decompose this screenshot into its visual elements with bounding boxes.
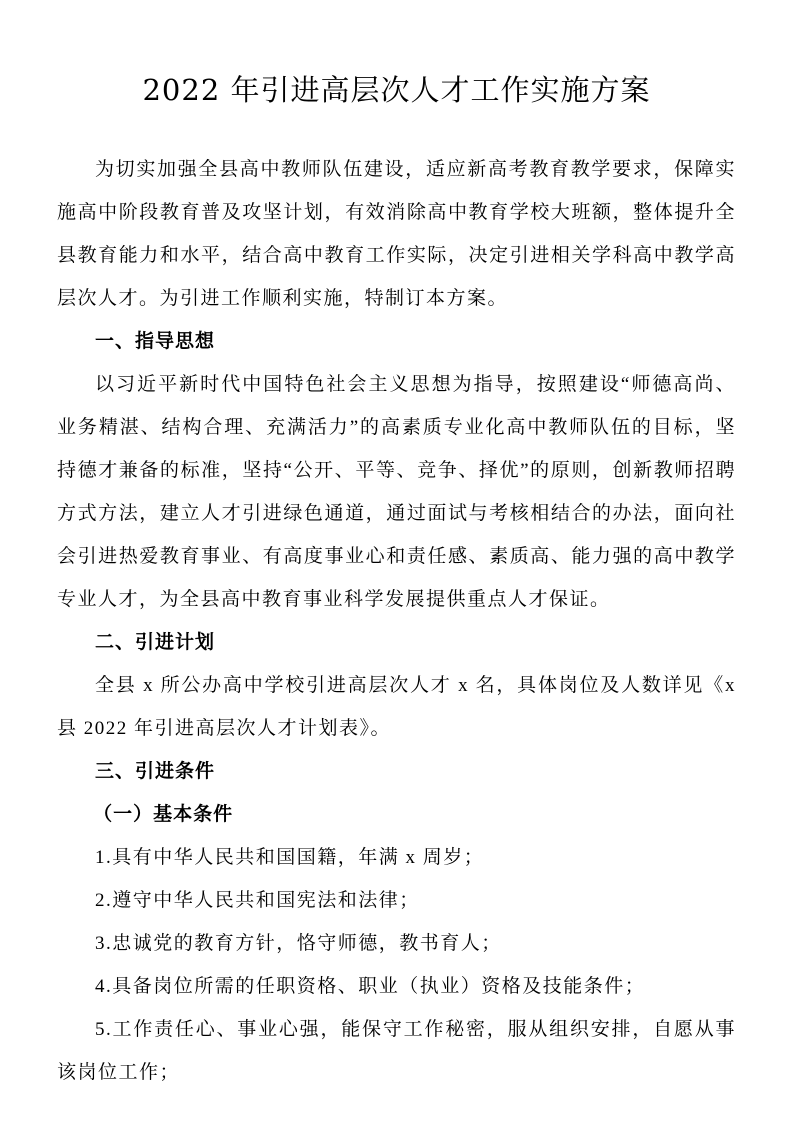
section-2-body: 全县 x 所公办高中学校引进高层次人才 x 名，具体岗位及人数详见《x县 2022 年引进高层次人才计划表》。 <box>57 675 736 739</box>
section-3-heading: 三、引进条件 <box>95 760 216 782</box>
basic-condition-item-3: 3.忠诚党的教育方针，恪守师德，教书育人； <box>95 933 502 954</box>
section-2-heading: 二、引进计划 <box>95 631 216 653</box>
basic-condition-item-4: 4.具备岗位所需的任职资格、职业（执业）资格及技能条件； <box>95 976 646 997</box>
section-1-body: 以习近平新时代中国特色社会主义思想为指导，按照建设“师德高尚、业务精湛、结构合理、充满活力”的高素质专业化高中教师队伍的目标，坚持德才兼备的标准，坚持“公开、平等、竞争、择优”的原则，创新教师招聘方式方法，建立人才引进绿色通道，通过面试与考核相结合的办法，面向社会引进热爱教育事业、有高度事业心和责任感、素质高、能力强的高中教学专业人才，为全县高中教育事业科学发展提供重点人才保证。 <box>57 374 736 610</box>
basic-condition-item-5: 5.工作责任心、事业心强，能保守工作秘密，服从组织安排，自愿从事该岗位工作； <box>57 1019 736 1083</box>
section-1-heading: 一、指导思想 <box>95 330 216 352</box>
section-3-subheading: （一）基本条件 <box>93 803 234 825</box>
document-title: 2022 年引进高层次人才工作实施方案 <box>142 73 651 107</box>
basic-condition-item-2: 2.遵守中华人民共和国宪法和法律； <box>95 890 420 911</box>
intro-paragraph: 为切实加强全县高中教师队伍建设，适应新高考教育教学要求，保障实施高中阶段教育普及攻坚计划，有效消除高中教育学校大班额，整体提升全县教育能力和水平，结合高中教育工作实际，决定引进相关学科高中教学高层次人才。为引进工作顺利实施，特制订本方案。 <box>57 159 736 309</box>
basic-condition-item-1: 1.具有中华人民共和国国籍，年满 x 周岁； <box>95 847 485 868</box>
